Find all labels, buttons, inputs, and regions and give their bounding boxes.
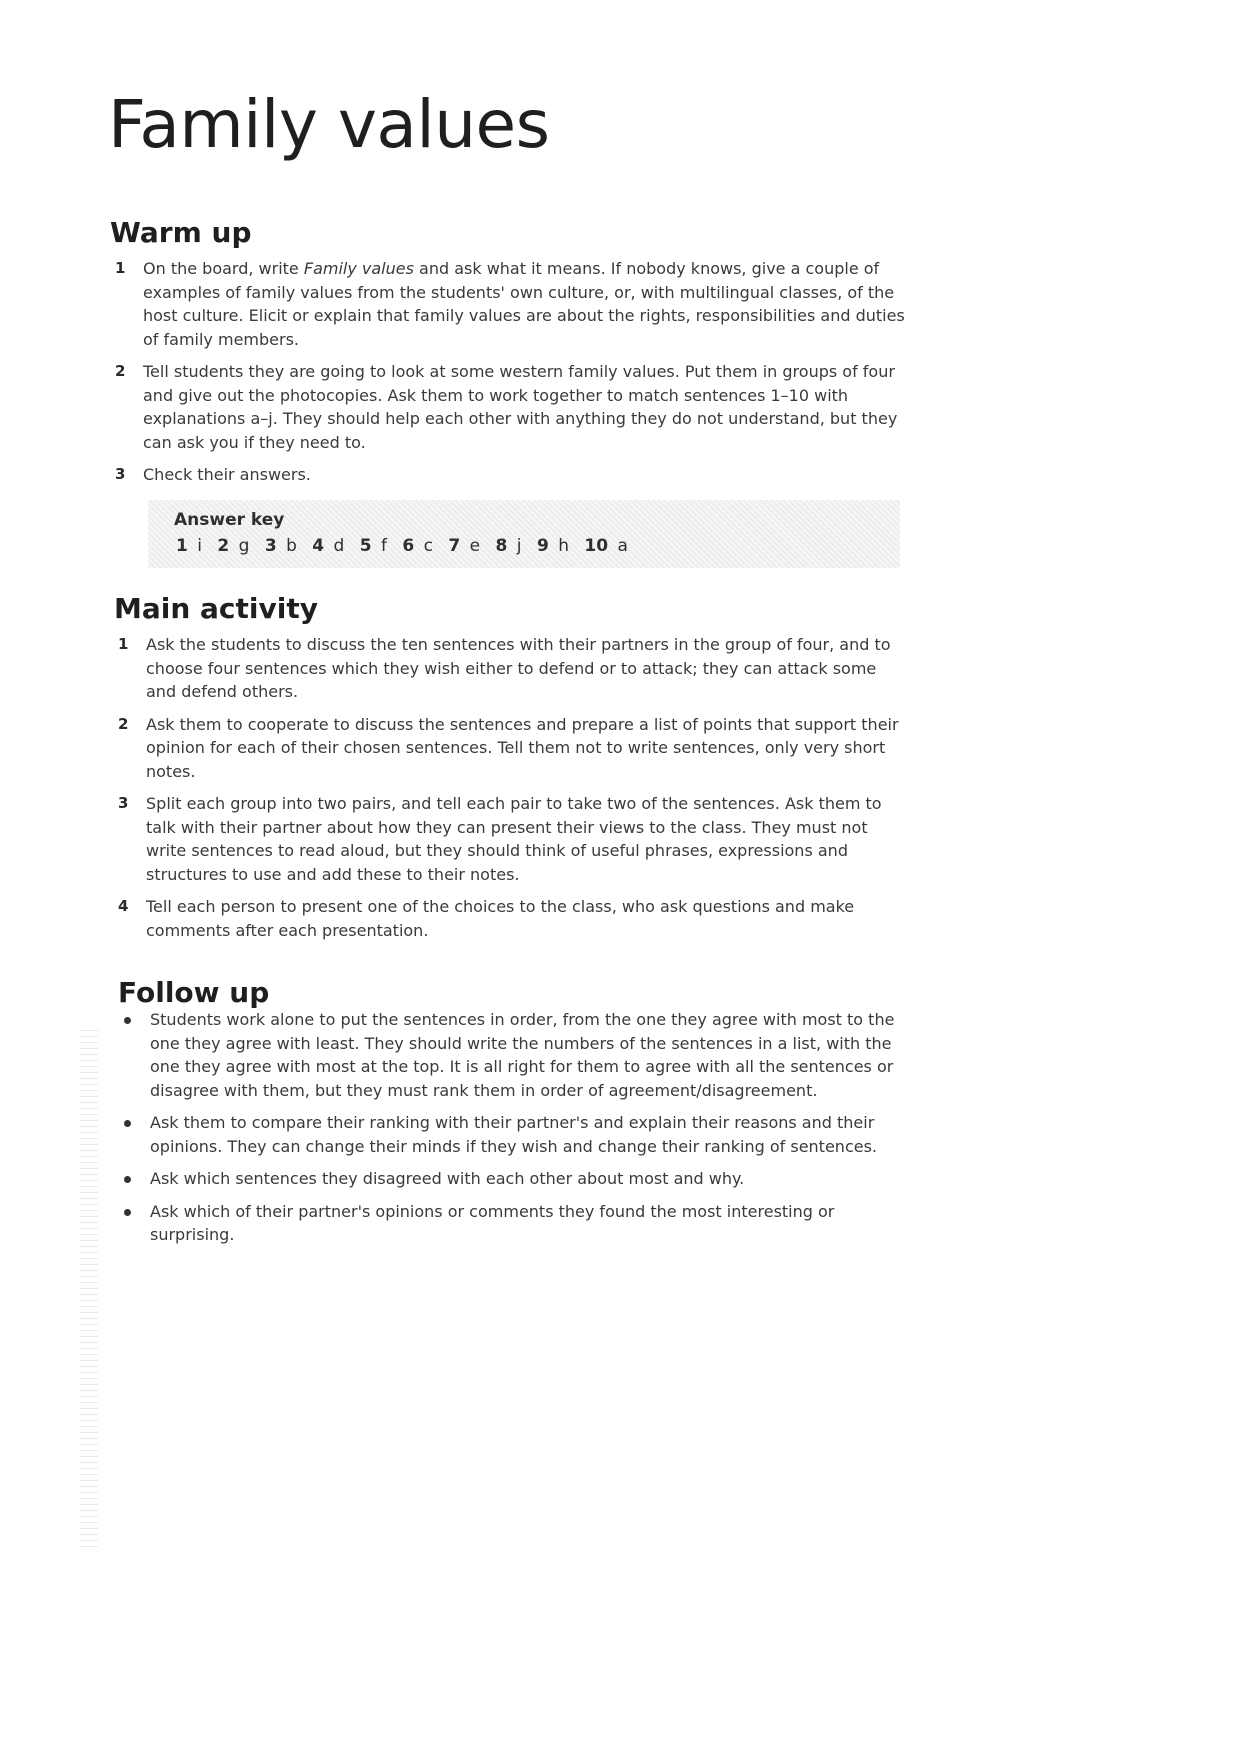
item-number: 2 <box>118 714 129 733</box>
list-item: 1 On the board, write Family values and ask what it means. If nobody knows, give a couple of examples of family values from the students' own culture, or, with multilingual classes, of the host culture. Elicit or explain that family values are about the rights, responsibilities and duties of family members. <box>115 259 905 349</box>
item-number: 4 <box>118 897 129 915</box>
answer-key-title: Answer key <box>174 510 285 530</box>
bullet-icon <box>124 1176 131 1183</box>
item-number: 1 <box>115 259 126 277</box>
warm-up-heading: Warm up <box>110 216 252 249</box>
follow-up-heading: Follow up <box>118 976 270 1009</box>
list-item: Ask which sentences they disagreed with each other about most and why. <box>122 1167 912 1191</box>
bullet-icon <box>124 1017 131 1024</box>
list-item: 2 Ask them to cooperate to discuss the sentences and prepare a list of points that support their opinion for each of their chosen sentences. Tell them not to write sentences, only very short notes. <box>118 714 899 781</box>
list-item: 1 Ask the students to discuss the ten sentences with their partners in the group of four, and to choose four sentences which they wish either to defend or to attack; they can attack some and defend others. <box>118 635 891 701</box>
list-item: 3 Check their answers. <box>115 463 905 487</box>
list-item: 3 Split each group into two pairs, and tell each pair to take two of the sentences. Ask them to talk with their partner about how they can present their views to the class. They must not write sentences to read aloud, but they should think of useful phrases, expressions and structures to use and add these to their notes. <box>118 794 882 884</box>
answer-key-box <box>148 500 900 568</box>
main-activity-heading: Main activity <box>114 592 318 625</box>
main-activity-list <box>118 633 908 951</box>
list-item: 4 Tell each person to present one of the choices to the class, who ask questions and make comments after each presentation. <box>118 897 855 940</box>
bullet-icon <box>124 1120 131 1127</box>
list-item: 2 Tell students they are going to look at some western family values. Put them in groups of four and give out the photocopies. Ask them to work together to match sentences 1–10 with explanations a–j. They should help each other with anything they do not understand, but they can ask you if they need to. <box>115 362 898 452</box>
list-item: Ask which of their partner's opinions or comments they found the most interesting or surprising. <box>122 1200 912 1247</box>
warm-up-list <box>115 257 905 496</box>
scan-margin-artifact <box>80 1030 98 1550</box>
list-item: Ask them to compare their ranking with their partner's and explain their reasons and their opinions. They can change their minds if they wish and change their ranking of sentences. <box>122 1111 912 1158</box>
page-title: Family values <box>108 86 550 163</box>
item-number: 1 <box>118 635 129 653</box>
item-number: 3 <box>115 465 126 483</box>
follow-up-list <box>122 1008 912 1256</box>
answer-key-items: 1 i 2 g 3 b 4 d 5 f 6 c 7 e 8 j 9 h 10 a <box>176 536 628 556</box>
item-number: 3 <box>118 794 129 812</box>
item-number: 2 <box>115 362 126 380</box>
bullet-icon <box>124 1209 131 1216</box>
list-item: Students work alone to put the sentences in order, from the one they agree with most to the one they agree with least. They should write the numbers of the sentences in a list, with the one they agree with most at the top. It is all right for them to agree with all the sentences or disagree with them, but they must rank them in order of agreement/disagreement. <box>122 1008 912 1102</box>
